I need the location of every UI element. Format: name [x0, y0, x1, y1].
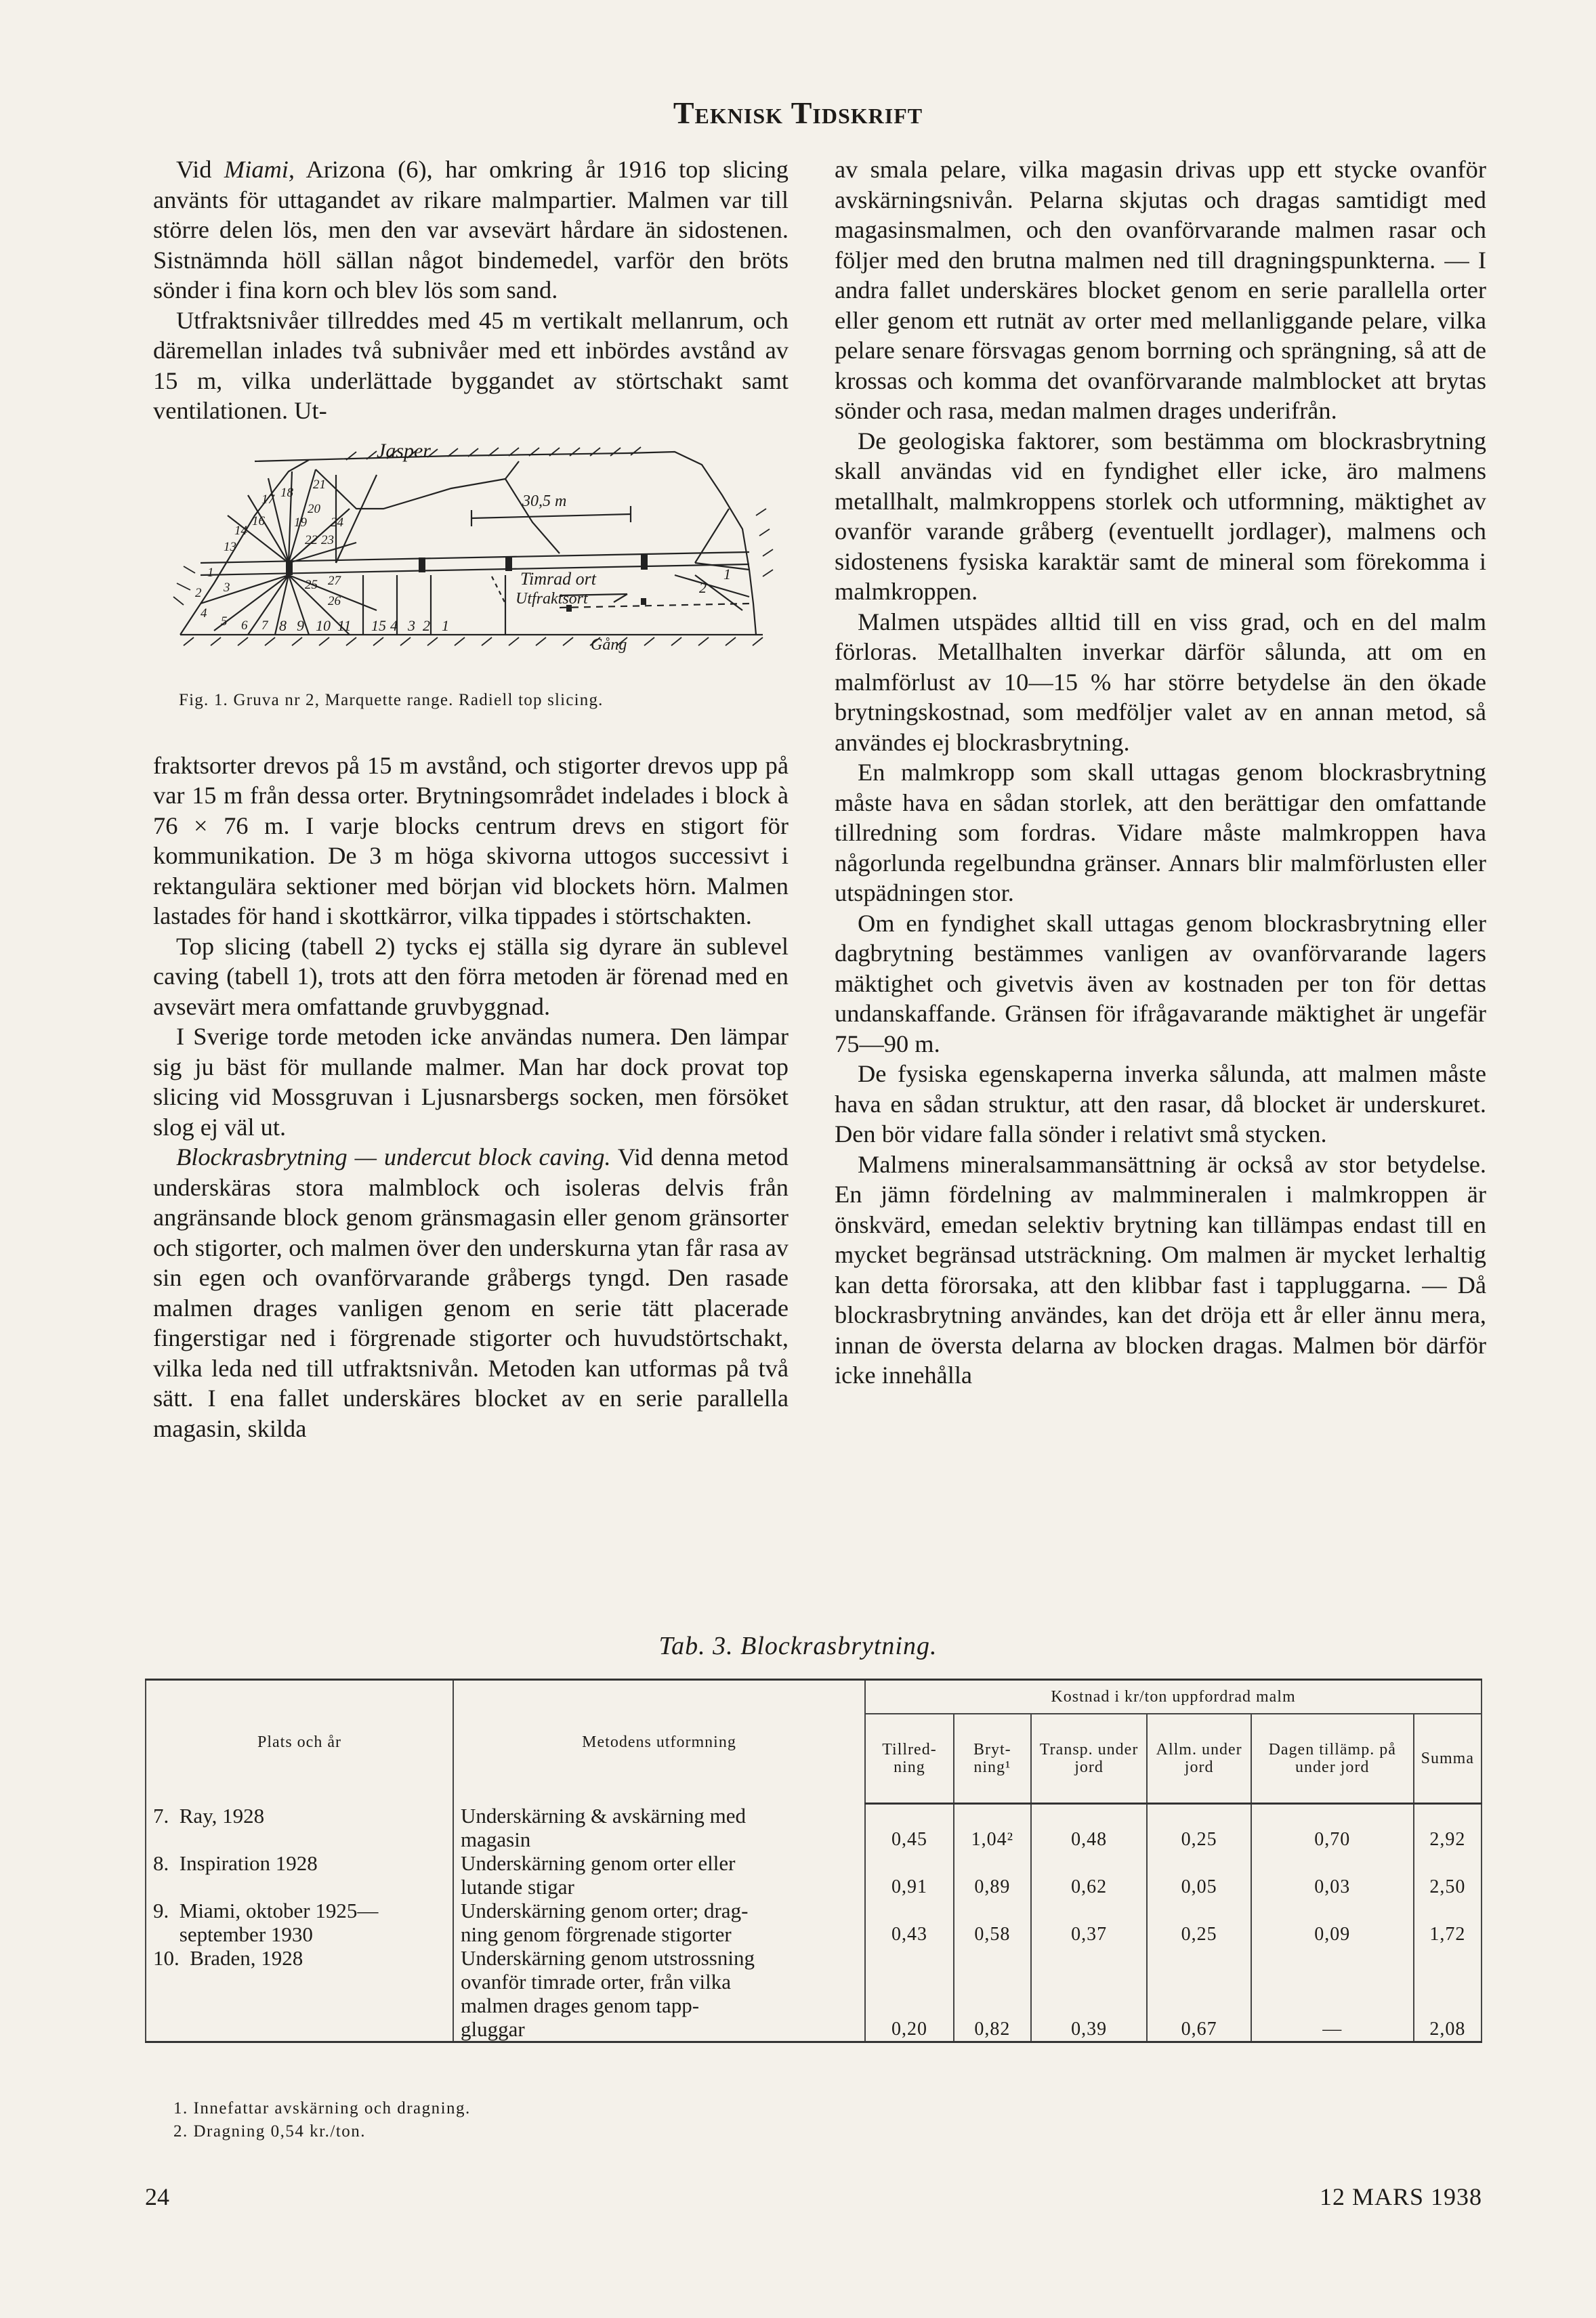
fig-num: 22 — [305, 532, 318, 547]
cell-method — [453, 1804, 865, 1851]
fig-num: 1 — [723, 565, 731, 583]
cell-cost: 0,37 — [1031, 1899, 1148, 1946]
fig-num: 6 — [241, 618, 248, 633]
table-title: Tab. 3. Blockrasbrytning. — [658, 1632, 938, 1660]
cell-method — [453, 1851, 865, 1899]
left-paragraph-6 — [153, 1142, 789, 1444]
cost-table — [145, 1679, 1482, 2043]
col-header-place: Plats och år — [146, 1680, 453, 1804]
right-column — [835, 154, 1486, 1391]
cell-cost: 2,92 — [1414, 1804, 1482, 1851]
cell-cost: 0,25 — [1147, 1899, 1251, 1946]
col-header-tillredning: Tillred-ning — [865, 1714, 954, 1804]
fig-num: 11 — [337, 616, 352, 634]
table-row — [146, 1899, 1482, 1946]
left-paragraph-4: Top slicing (tabell 2) tycks ej ställa sig dyrare än sublevel caving (tabell 1), trots att den förra metoden är förenad med en avsevärt mera omfattande gruvbyggnad. — [153, 932, 789, 1020]
method-line: malmen drages genom tapp- — [461, 1993, 700, 2017]
method-line: Underskärning genom orter eller — [461, 1851, 736, 1875]
fig-num: 10 — [316, 616, 331, 634]
left-paragraph-5: I Sverige torde metoden icke användas numera. Den lämpar sig ju bäst för mullande malmer. Man har dock provat top slicing vid Mossgruvan i Ljusnarsbergs socken, men försöket slog ej väl ut. — [153, 1023, 789, 1141]
cell-place — [146, 1946, 453, 2042]
cell-cost: 2,50 — [1414, 1851, 1482, 1899]
cell-cost: 0,43 — [865, 1899, 954, 1946]
label-utfraktsort: Utfraktsort — [516, 589, 588, 608]
fig-num: 2 — [195, 585, 202, 600]
place-line: 8. Inspiration 1928 — [153, 1851, 318, 1875]
cell-cost: 0,62 — [1031, 1851, 1148, 1899]
fig-num: 1 — [442, 616, 449, 634]
method-line: Underskärning genom utstrossning — [461, 1945, 755, 1970]
text-run: Vid — [176, 156, 224, 183]
table-body — [146, 1804, 1482, 2042]
left-paragraph-1 — [153, 154, 789, 305]
cell-cost: 0,67 — [1147, 1946, 1251, 2042]
cell-cost: 0,58 — [954, 1899, 1031, 1946]
cell-place — [146, 1851, 453, 1899]
fig-num: 21 — [313, 477, 326, 492]
fig-num: 3 — [408, 616, 415, 634]
fig-num: 26 — [328, 593, 341, 608]
figure-mine-section — [153, 434, 789, 661]
right-paragraph-2: De geologiska faktorer, som bestämma om blockrasbrytning skall användas vid en fyndighet eller icke, äro malmens metallhalt, malmkroppens storlek och utformning, mäktighet av ovanför varande gråberg (eventuellt jordlager), malmens och sidostenens fysiska karaktär samt de mineral som förekomma i malmkroppen. — [835, 427, 1486, 605]
left-paragraph-3: fraktsorter drevos på 15 m avstånd, och stigorter drevos upp på var 15 m från dessa orter. Brytningsområdet indelades i block à 76 × 76 m. I varje blocks centrum drevs en stigort för kommunikation. De 3 m höga skivorna uttogos successivt i rektangulära sektioner med början vid blockets hörn. Malmen lastades för hand i skottkärror, vilka tippades i störtschakten. — [153, 751, 789, 929]
table-footnotes — [173, 2097, 471, 2143]
cell-place — [146, 1804, 453, 1851]
fig-num: 4 — [201, 606, 207, 620]
cell-cost: 0,05 — [1147, 1851, 1251, 1899]
col-header-allm: Allm. under jord — [1147, 1714, 1251, 1804]
fig-num: 17 — [261, 492, 274, 507]
cell-cost: 0,91 — [865, 1851, 954, 1899]
fig-num: 24 — [331, 515, 343, 530]
italic-place-name: Miami, — [224, 156, 295, 183]
page-number: 24 — [145, 2183, 169, 2210]
col-header-method: Metodens utformning — [453, 1680, 865, 1804]
fig-num: 3 — [224, 580, 230, 595]
footnote-2: 2. Dragning 0,54 kr./ton. — [173, 2122, 366, 2141]
cell-cost: 0,39 — [1031, 1946, 1148, 2042]
cell-cost: 1,72 — [1414, 1899, 1482, 1946]
cell-cost: 0,89 — [954, 1851, 1031, 1899]
cell-cost: 0,82 — [954, 1946, 1031, 2042]
method-line: ovanför timrade orter, från vilka — [461, 1969, 732, 1994]
method-line: magasin — [461, 1827, 531, 1851]
col-header-transport: Transp. under jord — [1031, 1714, 1148, 1804]
fig-num: 14 — [234, 523, 247, 538]
cell-cost: 0,25 — [1147, 1804, 1251, 1851]
fig-num: 23 — [321, 532, 334, 547]
place-line: september 1930 — [153, 1922, 313, 1946]
fig-num: 19 — [294, 515, 307, 530]
issue-date: 12 MARS 1938 — [1319, 2183, 1482, 2210]
fig-num: 7 — [261, 618, 268, 633]
fig-num: 9 — [297, 616, 304, 634]
group-header-cost: Kostnad i kr/ton uppfordrad malm — [865, 1680, 1482, 1714]
fig-num: 16 — [252, 513, 265, 528]
cell-method — [453, 1946, 865, 2042]
fig-num: 8 — [279, 616, 287, 634]
cell-cost: 1,04² — [954, 1804, 1031, 1851]
table-row — [146, 1946, 1482, 2042]
cell-cost: 2,08 — [1414, 1946, 1482, 2042]
mine-diagram — [153, 434, 789, 661]
label-distance: 30,5 m — [522, 492, 567, 510]
fig-num: 1 — [207, 565, 214, 580]
text-run: Arizona (6), har omkring år 1916 top slicing använts för uttagandet av rikare malmpartier. Malmen var till större delen lös, men den var avsevärt hårdare än sidostenen. Sistnämnda höll sällan något bindemedel, varför den bröts sönder i fina korn och blev lös som sand. — [153, 156, 789, 303]
col-header-summa: Summa — [1414, 1714, 1482, 1804]
cell-cost: 0,45 — [865, 1804, 954, 1851]
right-paragraph-7: Malmens mineralsammansättning är också av stor betydelse. En jämn fördelning av malmmineralen i malmkroppen är önskvärd, emedan selektiv brytning kan tillämpas endast till en mycket begränsad utsträckning. Om malmen är mycket lerhaltig kan detta förorsaka, att den klibbar fast i tappluggarna. — Då blockrasbrytning användes, kan det dröja ett år eller ännu mera, innan de översta delarna av blocken dragas. Malmen bör därför icke innehålla — [835, 1150, 1486, 1389]
cell-cost: — — [1251, 1946, 1414, 2042]
place-line: 10. Braden, 1928 — [153, 1945, 303, 1970]
fig-num: 15 — [371, 616, 386, 634]
table-row — [146, 1804, 1482, 1851]
footnote-1: 1. Innefattar avskärning och dragning. — [173, 2099, 471, 2117]
right-paragraph-5: Om en fyndighet skall uttagas genom blockrasbrytning eller dagbrytning bestämmes vanligen av ovanförvarande lagers mäktighet och givetvis även av kostnaden per ton för dettas undanskaffande. Gränsen för ifrågavarande mäktighet är ungefär 75—90 m. — [835, 909, 1486, 1057]
fig-num: 5 — [221, 614, 228, 629]
cell-cost: 0,48 — [1031, 1804, 1148, 1851]
fig-num: 20 — [308, 501, 320, 516]
text-run: Vid denna metod underskäras stora malmblock och isoleras delvis från angränsande block genom gränsmagasin eller genom gränsorter och stigorter, och malmen över den underskurna ytan får rasa av sin egen och ovanförvarande gråbergs tyngd. Den rasade malmen drages vanligen genom en serie tätt placerade fingerstigar ned i förgrenade stigorter och huvudstörtschakt, vilka leda ned till utfraktsnivån. Metoden kan utformas på två sätt. I ena fallet underskäres blocket av en serie parallella magasin, skilda — [153, 1143, 789, 1442]
fig-num: 2 — [699, 578, 707, 596]
masthead: Teknisk Tidskrift — [673, 96, 923, 130]
table-row — [146, 1851, 1482, 1899]
fig-num: 18 — [280, 485, 293, 500]
cell-cost: 0,70 — [1251, 1804, 1414, 1851]
cell-cost: 0,09 — [1251, 1899, 1414, 1946]
fig-num: 13 — [224, 539, 236, 554]
right-paragraph-6: De fysiska egenskaperna inverka sålunda, att malmen måste hava en sådan struktur, att den rasar, då blocket är underskuret. Den bör vidare falla sönder i relativt små stycken. — [835, 1060, 1486, 1147]
fig-num: 4 — [390, 616, 398, 634]
method-line: ning genom förgrenade stigorter — [461, 1922, 732, 1946]
right-paragraph-4: En malmkropp som skall uttagas genom blockrasbrytning måste hava en sådan storlek, att den berättigar den omfattande tillredning som fordras. Vidare måste malmkroppen hava någorlunda regelbundna gränser. Annars blir malmförlusten eller utspädningen stor. — [835, 759, 1486, 906]
col-header-brytning: Bryt-ning¹ — [954, 1714, 1031, 1804]
slice-numbers — [195, 478, 344, 633]
right-paragraph-1: av smala pelare, vilka magasin drivas upp ett stycke ovanför avskärningsnivån. Pelarna skjutas och dragas samtidigt med magasinsmalmen, och den ovanförvarande malmen rasar och följer med den brutna malmen ned till dragningspunkterna. — I andra fallet underskäres blocket genom en serie parallella orter eller genom ett rutnät av orter med mellanliggande pelare, vilka pelare senare försvagas genom borrning och sprängning, så att de krossas och komma det ovanförvarande malmblocket att brytas sönder och rasa, medan malmen drages underifrån. — [835, 156, 1486, 424]
col-header-dagen: Dagen tillämp. på under jord — [1251, 1714, 1414, 1804]
figure-caption: Fig. 1. Gruva nr 2, Marquette range. Radiell top slicing. — [179, 690, 604, 709]
place-line: 9. Miami, oktober 1925— — [153, 1898, 379, 1922]
label-gang: Gång — [591, 635, 627, 654]
place-line: 7. Ray, 1928 — [153, 1803, 265, 1828]
cell-place — [146, 1899, 453, 1946]
fig-num: 27 — [328, 573, 341, 588]
cell-cost: 0,20 — [865, 1946, 954, 2042]
label-jasper: Jasper — [377, 439, 431, 462]
cell-cost: 0,03 — [1251, 1851, 1414, 1899]
method-line: gluggar — [461, 2017, 525, 2041]
left-column — [153, 154, 789, 1444]
method-line: Underskärning genom orter; drag- — [461, 1898, 749, 1922]
fig-num: 2 — [423, 616, 430, 634]
label-timrad-ort: Timrad ort — [520, 568, 596, 589]
fig-num: 25 — [305, 577, 318, 592]
left-paragraph-2: Utfraktsnivåer tillreddes med 45 m vertikalt mellanrum, och däremellan inlades två subnivåer med ett inbördes avstånd av 15 m, vilka underlättade byggandet av störtschakt samt ventilationen. Ut- — [153, 306, 789, 424]
cell-method — [453, 1899, 865, 1946]
method-line: Underskärning & avskärning med — [461, 1803, 746, 1828]
right-paragraph-3: Malmen utspädes alltid till en viss grad, och en del malm förloras. Metallhalten inverkar därför sålunda, att om en malmförlust av 10—15 % har större betydelse än den ökade brytningskostnad, som medföljer valet av en annan metod, så användes ej blockrasbrytning. — [835, 608, 1486, 756]
method-line: lutande stigar — [461, 1874, 574, 1899]
italic-section-heading: Blockrasbrytning — undercut block caving. — [176, 1143, 611, 1171]
